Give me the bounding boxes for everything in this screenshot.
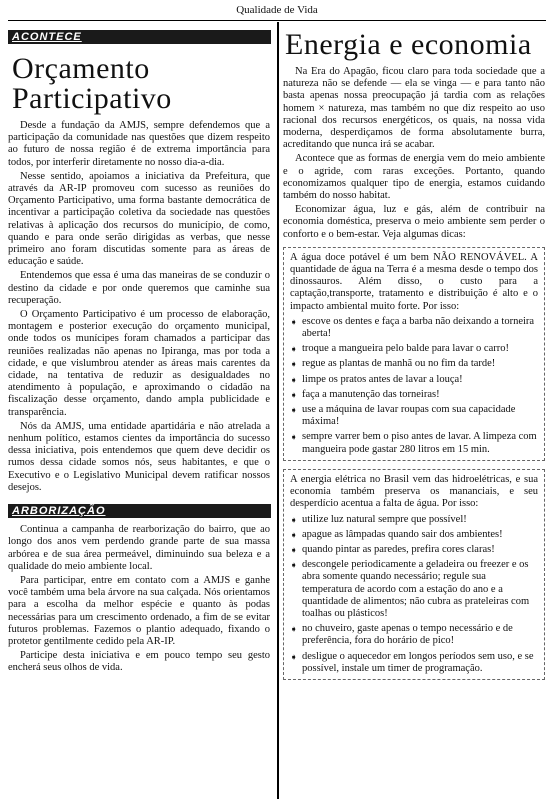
tip-item [290, 343, 538, 355]
section-label-acontece: ACONTECE [8, 30, 271, 44]
arrow-bullet-icon: ➧ [290, 389, 298, 400]
arrow-bullet-icon: ➧ [290, 359, 298, 370]
right-column [283, 30, 545, 680]
section-label-arborizacao: ARBORIZAÇÃO [8, 504, 271, 518]
arrow-bullet-icon: ➧ [290, 344, 298, 355]
arrow-bullet-icon: ➧ [290, 529, 298, 540]
header-rule [8, 20, 546, 21]
tip-item [290, 431, 538, 455]
article-body-energia [283, 66, 545, 241]
tip-text: troque a mangueira pelo balde para lavar o carro! [302, 343, 509, 355]
paragraph: Economizar água, luz e gás, além de contribuir na economia doméstica, preserva o meio ambiente sem perder o conforto e o bem-estar. Veja algumas dicas: [283, 204, 545, 240]
column-divider [277, 22, 279, 799]
arrow-bullet-icon: ➧ [290, 560, 298, 571]
paragraph: O Orçamento Participativo é um processo de elaboração, montagem e posterior execução do orçamento municipal, onde todos os munícipes foram chamados a participar das reuniões realizadas não apenas no Ipiranga, mas por toda a cidade, e que vislumbrou atender as áreas mais carentes da cidade, na tentativa de reduzir as desigualdades no atendimento à população, e aproximando o cidadão na fiscalização desse orçamento, dando ampla publicidade e transparência. [8, 309, 270, 418]
page-header: Qualidade de Vida [236, 4, 318, 16]
tip-text: escove os dentes e faça a barba não deixando a torneira aberta! [302, 315, 535, 340]
tip-item [290, 529, 538, 541]
tip-text: quando pintar as paredes, prefira cores claras! [302, 543, 495, 555]
tip-text: limpe os pratos antes de lavar a louça! [302, 373, 463, 385]
paragraph: Nós da AMJS, uma entidade apartidária e não atrelada a nenhum político, estamos cientes da importância do sucesso dessa iniciativa, pois entendemos que quem deve decidir os rumos dessa cidade somos nós, seus habitantes, e que o Executivo e o Legislativo Municipal devem ratificar nossos desejos. [8, 420, 270, 493]
tip-item [290, 651, 538, 675]
tips-box-electricity [283, 469, 545, 680]
paragraph: Para participar, entre em contato com a AMJS e ganhe você também uma bela árvore na sua calçada. Nós orientamos para a escolha da melhor espécie e quanto às podas necessárias para um crescimento ordenado, a fim de se evitar futuros problemas. Fazemos o plantio adequado, fixando o protetor gentilmente cedido pela AR-IP. [8, 574, 270, 647]
tip-item [290, 544, 538, 556]
arrow-bullet-icon: ➧ [290, 651, 298, 662]
tip-text: descongele periodicamente a geladeira ou freezer e os abra somente quando necessário; regule sua temperatura de acordo com a estação do ano e a quantidade de alimentos; não cubra as prateleiras com toalhas ou plásticos! [302, 559, 530, 619]
tip-item [290, 514, 538, 526]
arrow-bullet-icon: ➧ [290, 544, 298, 555]
arrow-bullet-icon: ➧ [290, 624, 298, 635]
paragraph: Nesse sentido, apoiamos a iniciativa da Prefeitura, que através da AR-IP promoveu com sucesso as reuniões do Orçamento Participativo, uma forma bastante democrática de incentivar a participação coletiva da sociedade nas questões relativas à aplicação dos recursos do município, de como, quando e para onde serão dirigidas as verbas, que nesse primeiro ano foram discutidas somente para as áreas de educação e saúde. [8, 170, 270, 268]
article-body-orcamento [8, 120, 270, 494]
tip-text: no chuveiro, gaste apenas o tempo necessário e de preferência, fora do horário de pico! [302, 623, 513, 647]
paragraph: Na Era do Apagão, ficou claro para toda sociedade que a natureza não se defende — ela se vinga — e para tanto não basta apenas nossa preocupação já tardia com as relações homem × natureza, mas também no que diz respeito ao uso racional dos recursos energéticos, os quais, na nossa vida moderna, desperdiçamos de forma absolutamente burra, acreditando que nunca irá se acabar. [283, 66, 545, 151]
tip-text: faça a manutenção das torneiras! [302, 388, 440, 400]
left-column [8, 30, 270, 675]
tip-item [290, 374, 538, 386]
article-title-orcamento: Orçamento Participativo [12, 52, 172, 115]
box-intro: A energia elétrica no Brasil vem das hidroelétricas, e sua economia também preserva os mananciais, e seu desperdício acentua a falta de água. Por isso: [290, 473, 538, 510]
arrow-bullet-icon: ➧ [290, 405, 298, 416]
tip-item [290, 623, 538, 647]
tip-text: desligue o aquecedor em longos períodos sem uso, e se possível, instale um timer de programação. [302, 650, 534, 674]
arrow-bullet-icon: ➧ [290, 514, 298, 525]
tips-box-water [283, 247, 545, 461]
article-title-energia: Energia e economia [285, 28, 532, 61]
box-intro: A água doce potável é um bem NÃO RENOVÁVEL. A quantidade de água na Terra é a mesma desde o tempo dos dinossauros. Além disso, o custo para a captação,transporte, tratamento e distribuição é alto e o impacto ambiental muito forte. Por isso: [290, 251, 538, 312]
tip-item [290, 404, 538, 428]
tip-item [290, 559, 538, 620]
arrow-bullet-icon: ➧ [290, 316, 298, 327]
arrow-bullet-icon: ➧ [290, 374, 298, 385]
paragraph: Entendemos que essa é uma das maneiras de se conduzir o destino da cidade e por onde queremos que caminhe sua recuperação. [8, 270, 270, 306]
tip-text: regue as plantas de manhã ou no fim da tarde! [302, 358, 496, 370]
tip-item [290, 358, 538, 370]
tip-item [290, 389, 538, 401]
tip-text: apague as lâmpadas quando sair dos ambientes! [302, 528, 503, 540]
arrow-bullet-icon: ➧ [290, 432, 298, 443]
paragraph: Desde a fundação da AMJS, sempre defendemos que a participação da comunidade nas questões que dizem respeito ao futuro de nossa região é de extrema importância para todos, por interferir diretamente no nosso dia-a-dia. [8, 120, 270, 168]
paragraph: Continua a campanha de rearborização do bairro, que ao longo dos anos vem perdendo grande parte de sua massa arbórea e de sua área permeável, diminuindo sua beleza e a qualidade do meio ambiente local. [8, 524, 270, 572]
tip-text: use a máquina de lavar roupas com sua capacidade máxima! [302, 404, 516, 428]
paragraph: Participe desta iniciativa e em pouco tempo seu gesto encherá seus olhos de vida. [8, 650, 270, 674]
tips-list-electricity [290, 514, 538, 675]
tip-text: sempre varrer bem o piso antes de lavar. A limpeza com mangueira pode gastar 280 litros em 15 min. [302, 431, 537, 455]
tips-list-water [290, 316, 538, 456]
tip-text: utilize luz natural sempre que possível! [302, 513, 467, 525]
tip-item [290, 316, 538, 340]
article-body-arborizacao [8, 524, 270, 674]
paragraph: Acontece que as formas de energia vem do meio ambiente e o agride, com raras exceções. Portanto, quando economizamos qualquer tipo de energia, estamos cuidando também do nosso habitat. [283, 153, 545, 202]
